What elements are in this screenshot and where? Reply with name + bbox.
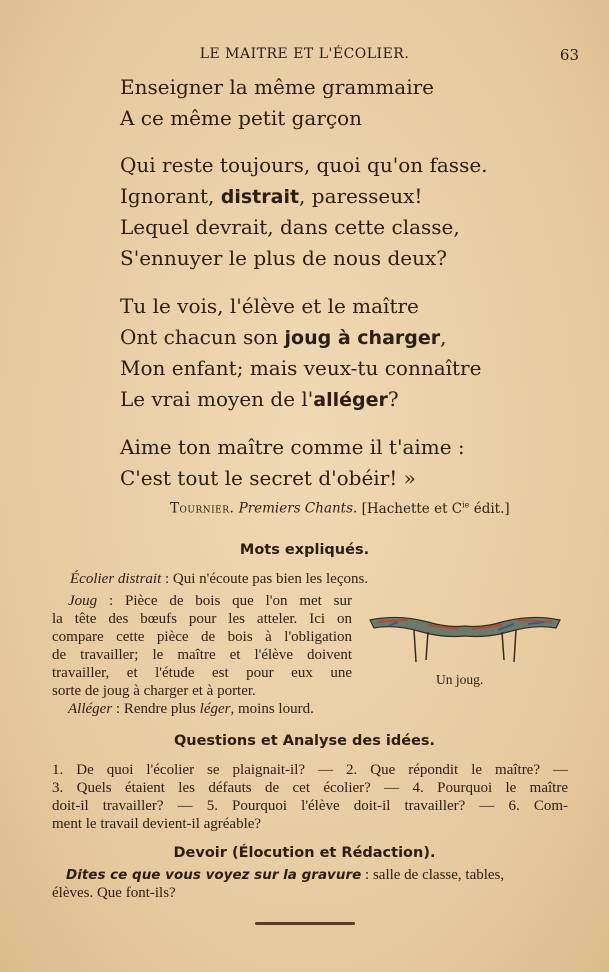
defined-term: Joug [68, 593, 98, 609]
bold-phrase: joug à charger [284, 327, 441, 349]
verse-line: Lequel devrait, dans cette classe, [120, 215, 460, 239]
devoir-line-2: élèves. Que font-ils? [52, 885, 176, 901]
definition-joug: Joug : Pièce de bois que l'on met sur la tête des bœufs pour les atteler. Ici on compare cette pièce de bois à l'obligation de travailler; le maître et l'élève doivent travailler, et l'étude est pour eux une sorte de joug à charger et à porter. [52, 593, 352, 699]
defined-term: Alléger [68, 701, 113, 717]
poem-stanza-4 [120, 432, 465, 494]
section-title-mots: Mots expliqués. [239, 542, 370, 558]
yoke-illustration [368, 612, 562, 664]
verse-line: Mon enfant; mais veux-tu connaître [120, 356, 482, 380]
running-title: LE MAITRE ET L'ÉCOLIER. [199, 46, 410, 62]
poem-stanza-1 [120, 72, 434, 134]
work-title: Premiers Chants. [238, 500, 358, 517]
definition-alleger: Alléger : Rendre plus léger, moins lourd. [68, 701, 314, 717]
questions-text: 1. De quoi l'écolier se plaignait-il? — 2. Que répondit le maître? — 3. Quels étaient les défauts de cet écolier? — 4. Pourquoi le maître doit-il travailler? — 5. Pourquoi l'élève doit-il travailler? — 6. Com- ment le travail devient-il agréable? [52, 762, 568, 832]
publisher: [Hachette et $C^{ie}$ édit.] [361, 500, 510, 517]
section-title-devoir: Devoir (Élocution et Rédaction). [173, 845, 436, 861]
author-name: Tournier. [170, 500, 235, 517]
verse-line: Ont chacun son joug à charger, [120, 325, 447, 349]
page-number: 63 [559, 46, 579, 64]
verse-line: Enseigner la même grammaire [120, 75, 434, 99]
poem-attribution [170, 500, 510, 517]
verse-line: S'ennuyer le plus de nous deux? [120, 246, 447, 270]
verse-line: A ce même petit garçon [120, 106, 363, 130]
defined-term: Écolier distrait [70, 571, 162, 587]
illustration-caption: Un joug. [436, 672, 484, 687]
bold-word: alléger [313, 389, 388, 411]
verse-line: Tu le vois, l'élève et le maître [120, 294, 419, 318]
verse-line: Le vrai moyen de l'alléger? [120, 387, 399, 411]
verse-line: Aime ton maître comme il t'aime : [120, 435, 465, 459]
verse-line: Ignorant, distrait, paresseux! [120, 184, 423, 208]
verse-line: Qui reste toujours, quoi qu'on fasse. [120, 153, 488, 177]
poem-stanza-3 [120, 291, 481, 415]
poem-stanza-2 [120, 150, 488, 274]
devoir-prompt: Dites ce que vous voyez sur la gravure : salle de classe, tables, [66, 867, 505, 883]
definition-ecolier: Écolier distrait : Qui n'écoute pas bien les leçons. [70, 571, 369, 587]
verse-line: C'est tout le secret d'obéir! » [120, 466, 416, 490]
section-title-questions: Questions et Analyse des idées. [173, 733, 436, 749]
closing-rule [255, 922, 355, 925]
bold-word: distrait [220, 186, 300, 208]
